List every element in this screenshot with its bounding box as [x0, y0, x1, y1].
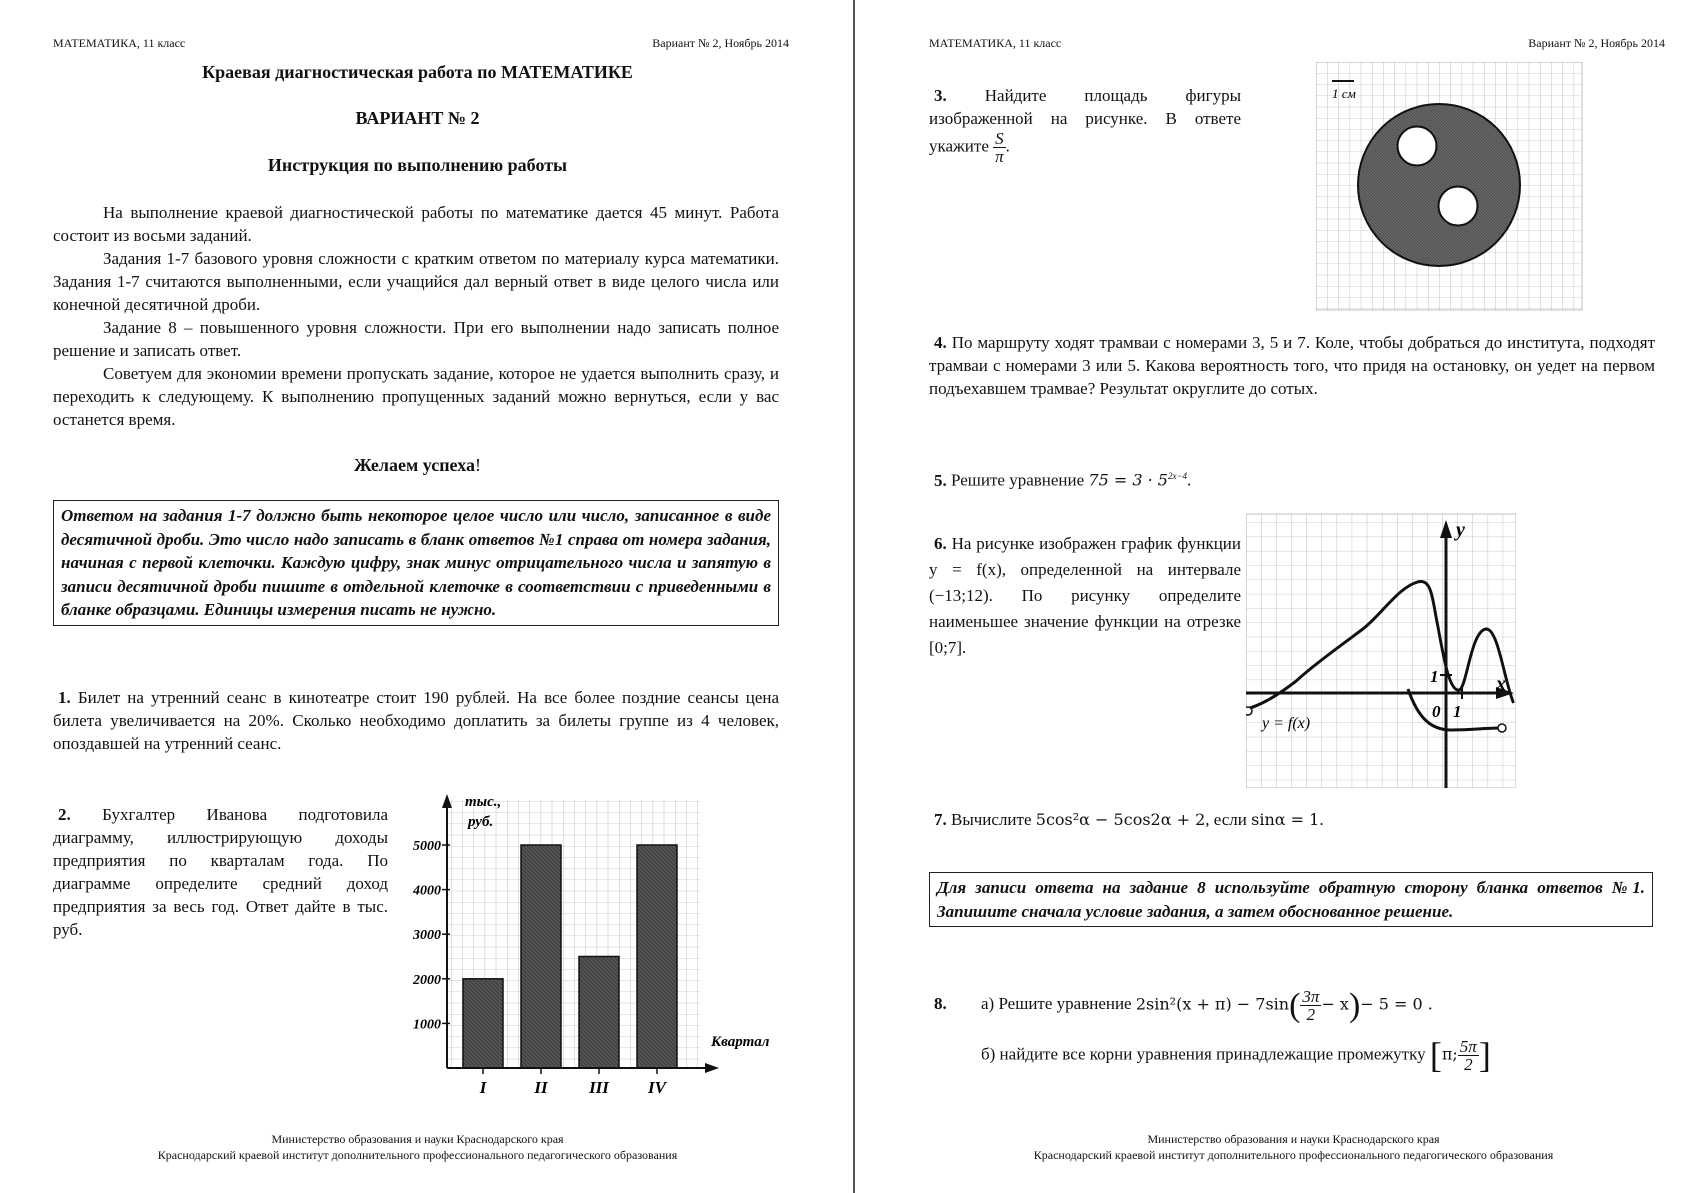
function-graph-grid [1246, 514, 1516, 788]
good-luck-text: Желаем успеха [354, 455, 475, 475]
header-variant: Вариант № 2, Ноябрь 2014 [652, 36, 789, 50]
instructions-body [53, 201, 779, 431]
task-1 [53, 686, 779, 755]
chart-y-tick-label: 1000 [413, 1017, 441, 1033]
task-4-text: По маршруту ходят трамваи с номерами 3, 5 и 7. Коле, чтобы добраться до института, подходят трамваи с номерами 3 или 5. Какова вероятность того, что придя на остановку, он уедет на первом подъехавшем трамвае? Результат округлите до сотых. [929, 333, 1656, 398]
task-3-end: . [1005, 136, 1010, 156]
chart-y-tick-label: 5000 [413, 839, 441, 854]
task-8-number: 8. [934, 994, 947, 1014]
instructions-p2: Задания 1-7 базового уровня сложности с кратким ответом по материалу курса математики. Задания 1-7 считаются выполненными, если учащийся дал верный ответ в виде целого числа или конечной десятичной дроби. [53, 249, 779, 314]
task-7-condition: , если [1205, 810, 1247, 829]
left-footer-line2: Краснодарский краевой институт дополнительного профессионального педагогического образования [157, 1148, 678, 1162]
good-luck [53, 455, 782, 476]
task-2 [53, 803, 388, 941]
small-hole-2 [1439, 187, 1478, 226]
scale-label: 1 см [1332, 86, 1356, 101]
task-7-expression: 5cos²α − 5cos2α + 2 [1035, 810, 1206, 829]
task-3-frac-den: π [995, 147, 1004, 166]
task-7-end: . [1319, 810, 1324, 829]
task-3-frac-num: S [995, 129, 1004, 148]
left-footer-line1: Министерство образования и науки Краснодарского края [271, 1132, 564, 1146]
graph-one-x: 1 [1453, 702, 1462, 721]
task-2-text: Бухгалтер Иванова подготовила диаграмму, иллюстрирующую доходы предприятия по кварталам года. По диаграмме определите средний доход предприятия за весь год. Ответ дайте в тыс. руб. [53, 805, 388, 939]
task-7-given: sinα = 1 [1251, 810, 1320, 829]
chart-y-tick-label: 2000 [413, 972, 441, 988]
task-6 [929, 531, 1241, 661]
task-8-int-den: 2 [1464, 1055, 1473, 1074]
task-8-b-text: б) найдите все корни уравнения принадлежащие промежутку [981, 1044, 1426, 1064]
task-5-number: 5. [934, 470, 947, 490]
task-7-text: Вычислите [951, 810, 1032, 829]
header-subject-right: МАТЕМАТИКА, 11 класс [929, 36, 1062, 50]
graph-one-y: 1 [1430, 667, 1439, 686]
instructions-p1: На выполнение краевой диагностической работы по математике дается 45 минут. Работа состоит из восьми заданий. [53, 203, 779, 245]
task-8-frac-num: 3π [1302, 987, 1320, 1006]
task-8-eq-mid: − x [1321, 994, 1349, 1014]
task-8-int-num: 5π [1459, 1037, 1477, 1056]
left-page [0, 0, 853, 1193]
chart-y-tick-label: 3000 [413, 928, 441, 944]
task-8-fraction [1300, 988, 1321, 1023]
right-page [856, 0, 1708, 1193]
task-8-part-b: б) найдите все корни уравнения принадлежащие промежутку [π; $\frac{5\pi}{2}$ ] [981, 1035, 1491, 1075]
task-5-end: . [1187, 470, 1192, 490]
task-3-number: 3. [934, 86, 947, 105]
chart-ylabel-line1: тыс., [465, 794, 502, 810]
chart-bar-III [579, 957, 619, 1069]
function-graph [1246, 508, 1516, 788]
task-8-eq-right: − 5 = 0 . [1360, 994, 1433, 1014]
page-divider [853, 0, 855, 1193]
instructions-title: Инструкция по выполнению работы [267, 155, 568, 175]
instructions-p4: Советуем для экономии времени пропускать задание, которое не удается выполнить сразу, и переходить к следующему. К выполнению пропущенных заданий можно вернуться, если у вас останется время. [53, 364, 779, 429]
graph-y-label: y [1456, 519, 1465, 541]
task-7 [929, 808, 1655, 831]
good-luck-mark: ! [474, 455, 481, 475]
chart-x-arrow [705, 1063, 719, 1073]
chart-xlabel: Квартал [711, 1034, 770, 1050]
right-footer [929, 1131, 1658, 1163]
task-8-a-text: а) Решите уравнение [981, 994, 1132, 1014]
chart-ylabel-line2: руб. [468, 814, 494, 830]
task-1-text: Билет на утренний сеанс в кинотеатре стоит 190 рублей. На все более поздние сеансы цена билета увеличивается на 20%. Сколько необходимо доплатить за билеты группе из 4 человек, опоздавшей на утренний сеанс. [53, 688, 780, 753]
doc-title: Краевая диагностическая работа по МАТЕМАТИКЕ [202, 62, 633, 82]
chart-x-tick-label: II [534, 1078, 548, 1097]
chart-bar-IV [637, 845, 677, 1068]
graph-function-label: y = f(x) [1262, 715, 1311, 732]
answer-instructions-box: Ответом на задания 1-7 должно быть некоторое целое число или число, записанное в виде десятичной дроби. Это число надо записать в бланк ответов №1 справа от номера задания, начиная с первой клеточки. Каждую цифру, знак минус отрицательного числа и запятую в записи десятичной дроби пишите в отдельной клеточке в соответствии с приведенными в бланке образцами. Единицы измерения писать не нужно. [53, 500, 779, 626]
task-4-number: 4. [934, 333, 947, 352]
task-7-number: 7. [934, 810, 947, 829]
income-bar-chart [395, 790, 790, 1100]
task-8-instructions-box: Для записи ответа на задание 8 используйте обратную сторону бланка ответов №1. Запишите сначала условие задания, а затем обоснованное решение. [929, 872, 1653, 927]
chart-x-tick-label: IV [648, 1078, 666, 1097]
graph-open-endpoint-right [1498, 724, 1506, 732]
task-8-frac-den: 2 [1306, 1005, 1316, 1024]
task-1-number: 1. [58, 688, 71, 707]
header-variant-right: Вариант № 2, Ноябрь 2014 [1528, 36, 1665, 50]
chart-bar-I [463, 979, 503, 1068]
header-subject: МАТЕМАТИКА, 11 класс [53, 36, 186, 50]
task-3-fraction [993, 130, 1006, 165]
right-footer-line2: Краснодарский краевой институт дополнительного профессионального педагогического образования [1033, 1148, 1554, 1162]
small-hole-1 [1398, 127, 1437, 166]
chart-y-tick-label: 4000 [413, 883, 441, 899]
left-footer [53, 1131, 782, 1163]
chart-x-tick-label: I [479, 1078, 487, 1097]
variant-title: ВАРИАНТ № 2 [355, 108, 480, 128]
task-3 [929, 84, 1241, 165]
task-3-text: Найдите площадь фигуры изображенной на рисунке. В ответе укажите [929, 86, 1241, 156]
task-2-number: 2. [58, 805, 71, 824]
task-5-equation: 75 = 3 · 5 [1088, 470, 1168, 490]
task-4 [929, 331, 1655, 400]
instructions-p3: Задание 8 – повышенного уровня сложности. При его выполнении надо записать полное решение и записать ответ. [53, 318, 779, 360]
task-8-part-a: 8. а) Решите уравнение 2sin²(x + π) − 7sin( $\frac{3\pi}{2}$ − x)− 5 = 0 . [934, 987, 1433, 1024]
chart-bar-II [521, 845, 561, 1068]
large-circle [1358, 104, 1520, 266]
task-5-text: Решите уравнение [951, 470, 1085, 490]
graph-open-endpoint-left [1246, 707, 1252, 715]
task-8-eq-left: 2sin²(x + π) − 7sin [1135, 994, 1290, 1014]
graph-x-label: x [1496, 673, 1506, 695]
task-8-interval-fraction [1458, 1038, 1479, 1073]
chart-x-tick-label: III [589, 1078, 609, 1097]
circle-figure [1316, 62, 1586, 312]
task-8-interval-left: π; [1441, 1044, 1458, 1064]
task-5 [929, 465, 1655, 492]
right-footer-line1: Министерство образования и науки Краснодарского края [1147, 1132, 1440, 1146]
task-5-exponent: 2x−4 [1167, 471, 1188, 481]
task-6-text: На рисунке изображен график функции y = f(x), определенной на интервале (−13;12). По рисунку определите наименьшее значение функции на отрезке [0;7]. [929, 534, 1241, 657]
graph-zero: 0 [1432, 702, 1441, 721]
task-6-number: 6. [934, 534, 947, 553]
